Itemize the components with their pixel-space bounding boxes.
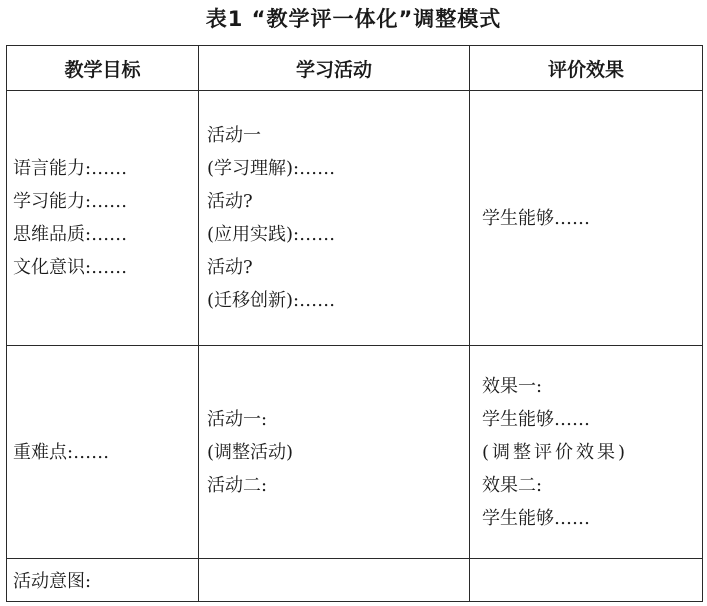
activity-line: 活动一 bbox=[207, 125, 261, 146]
goal-language: 语言能力:…… bbox=[13, 158, 128, 179]
activity-line: 活动一: bbox=[207, 408, 268, 430]
goal-learning: 学习能力:…… bbox=[13, 191, 128, 212]
header-learning-activities: 学习活动 bbox=[199, 46, 470, 91]
header-row bbox=[7, 46, 703, 91]
table-title: 表1 “教学评一体化”调整模式 bbox=[205, 7, 502, 31]
table-row bbox=[7, 346, 703, 559]
key-difficult-points: 重难点:…… bbox=[13, 441, 110, 463]
adjusted-evaluation-cell bbox=[470, 346, 703, 559]
header-teaching-goals: 教学目标 bbox=[7, 46, 199, 91]
empty-cell bbox=[199, 559, 470, 602]
activity-intent-cell: 活动意图: bbox=[7, 559, 199, 602]
teaching-mode-table bbox=[6, 45, 703, 602]
evaluation-line: 学生能够…… bbox=[482, 408, 590, 430]
table-row bbox=[7, 559, 703, 602]
goal-culture: 文化意识:…… bbox=[13, 257, 128, 278]
activity-line: 活动二: bbox=[207, 474, 268, 496]
activity-line: (调整活动) bbox=[207, 441, 294, 463]
empty-cell bbox=[470, 559, 703, 602]
goals-cell bbox=[7, 91, 199, 346]
evaluation-line: 效果二: bbox=[482, 474, 543, 496]
activity-line: (学习理解):…… bbox=[207, 158, 336, 179]
evaluation-line: (调整评价效果) bbox=[482, 441, 629, 463]
goal-thinking: 思维品质:…… bbox=[13, 224, 128, 245]
activity-line: (应用实践):…… bbox=[207, 224, 336, 245]
activity-line: 活动? bbox=[207, 257, 253, 278]
evaluation-cell bbox=[470, 91, 703, 346]
focus-cell bbox=[7, 346, 199, 559]
evaluation-line: 学生能够…… bbox=[482, 507, 590, 529]
table-row bbox=[7, 91, 703, 346]
evaluation-text: 学生能够…… bbox=[482, 207, 590, 229]
activities-cell bbox=[199, 91, 470, 346]
activity-line: 活动? bbox=[207, 191, 253, 212]
activity-line: (迁移创新):…… bbox=[207, 290, 336, 311]
header-evaluation-effect: 评价效果 bbox=[470, 46, 703, 91]
adjusted-activities-cell bbox=[199, 346, 470, 559]
evaluation-line: 效果一: bbox=[482, 375, 543, 397]
